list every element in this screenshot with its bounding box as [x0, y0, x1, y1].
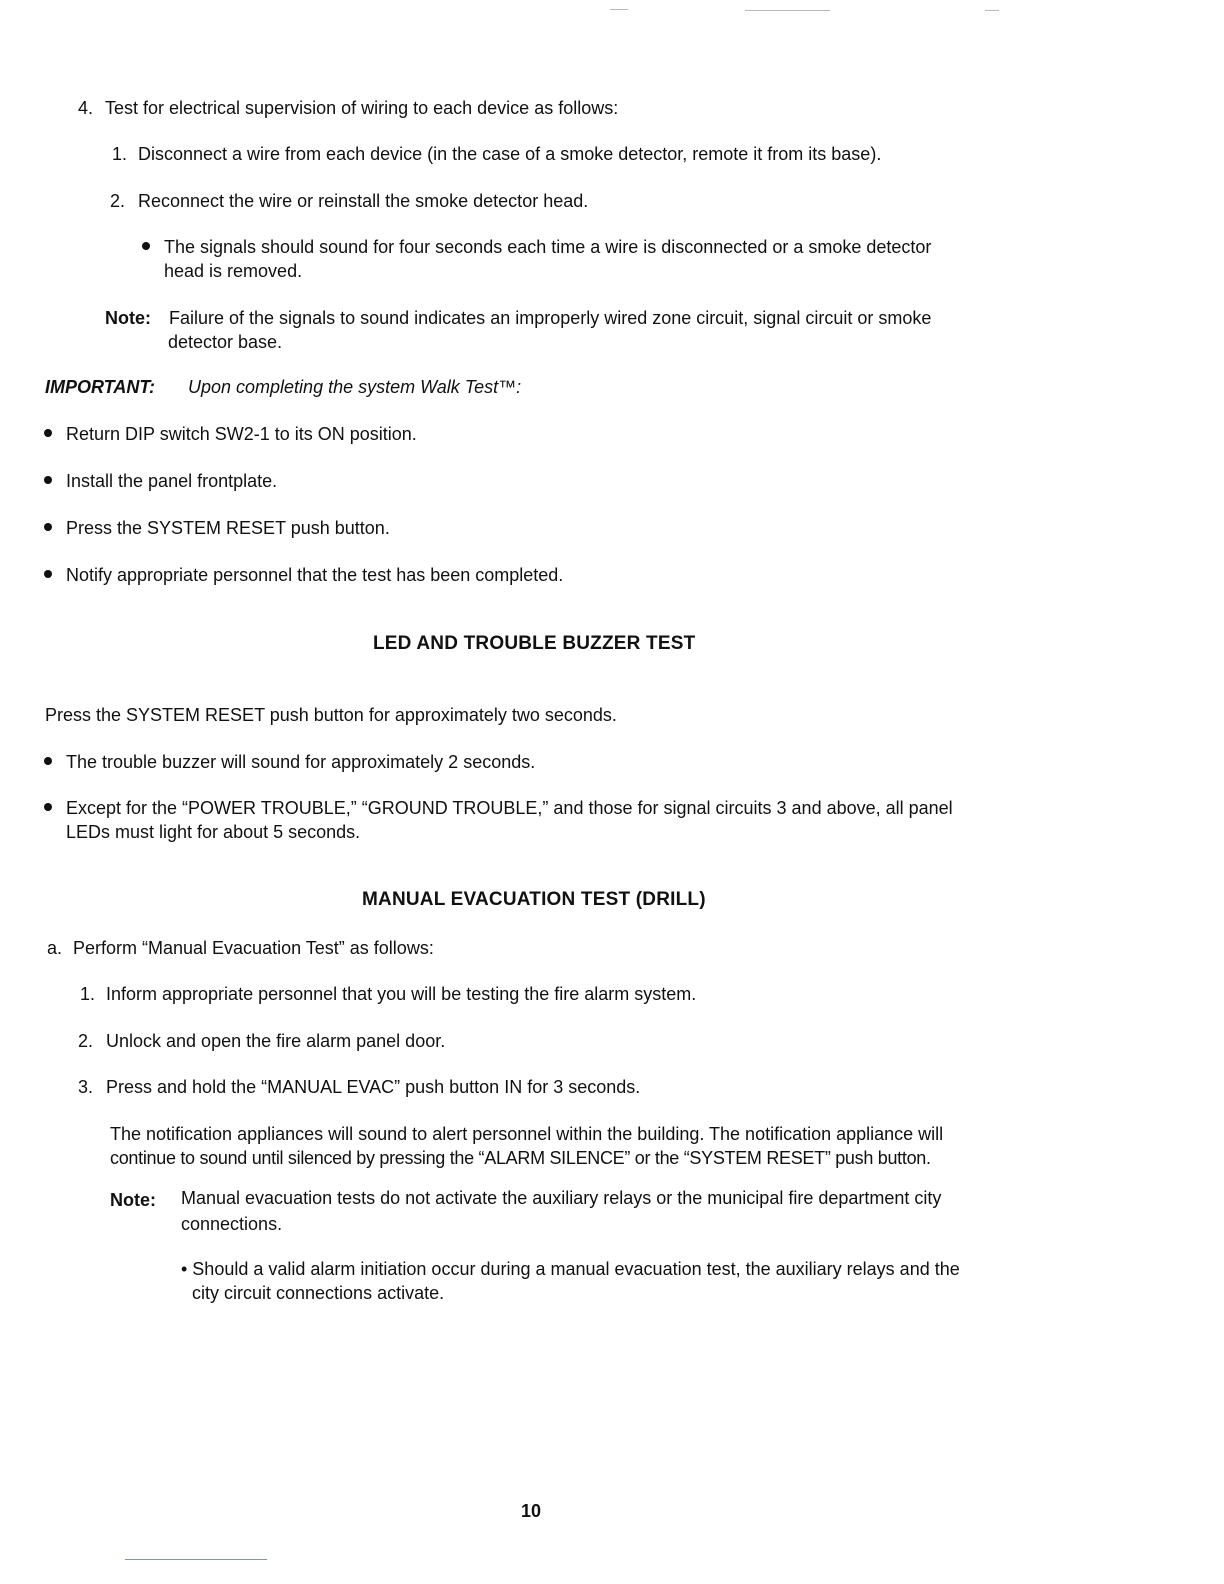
important-bullet-2: Install the panel frontplate. — [66, 471, 278, 491]
evac-sub-bullet-line-2: city circuit connections activate. — [192, 1283, 445, 1303]
substep-1-text: Disconnect a wire from each device (in the case of a smoke detector, remote it from its base). — [138, 144, 882, 164]
important-text: Upon completing the system Walk Test™: — [188, 377, 522, 397]
evac-sub-bullet-line-1: • Should a valid alarm initiation occur during a manual evacuation test, the auxiliary relays and the — [181, 1259, 960, 1279]
step-a-text: Perform “Manual Evacuation Test” as follows: — [73, 938, 434, 958]
important-bullet-3: Press the SYSTEM RESET push button. — [66, 518, 390, 538]
evac-note-line-2: connections. — [181, 1214, 283, 1234]
evac-step-2-number: 2. — [78, 1031, 94, 1051]
step-4-number: 4. — [78, 98, 94, 118]
evac-step-1-number: 1. — [80, 984, 96, 1004]
step-a-label: a. — [47, 938, 63, 958]
note-line-1: Failure of the signals to sound indicates an improperly wired zone circuit, signal circuit or smoke — [169, 308, 932, 328]
bullet-dot — [44, 476, 52, 484]
note-line-2: detector base. — [168, 332, 283, 352]
bullet-dot — [44, 429, 52, 437]
substep-2-text: Reconnect the wire or reinstall the smoke detector head. — [138, 191, 589, 211]
signal-bullet-line-2: head is removed. — [164, 261, 303, 281]
evac-step-1-text: Inform appropriate personnel that you will be testing the fire alarm system. — [106, 984, 697, 1004]
led-test-bullet-2-line-2: LEDs must light for about 5 seconds. — [66, 822, 361, 842]
bullet-dot — [142, 242, 150, 250]
evac-step-2-text: Unlock and open the fire alarm panel door. — [106, 1031, 446, 1051]
scan-artifact-top — [985, 10, 999, 11]
signal-bullet-line-1: The signals should sound for four seconds each time a wire is disconnected or a smoke detector — [164, 237, 932, 257]
led-test-bullet-1: The trouble buzzer will sound for approximately 2 seconds. — [66, 752, 536, 772]
scan-artifact-top — [610, 9, 628, 10]
note-label: Note: — [105, 308, 151, 328]
evac-step-3-text: Press and hold the “MANUAL EVAC” push button IN for 3 seconds. — [106, 1077, 641, 1097]
important-bullet-4: Notify appropriate personnel that the test has been completed. — [66, 565, 564, 585]
evac-note-label: Note: — [110, 1190, 156, 1210]
evac-note-line-1: Manual evacuation tests do not activate the auxiliary relays or the municipal fire department city — [181, 1188, 942, 1208]
evac-paragraph-line-1: The notification appliances will sound to alert personnel within the building. The notification appliance will — [110, 1124, 944, 1144]
evac-step-3-number: 3. — [78, 1077, 94, 1097]
evac-paragraph-line-2: continue to sound until silenced by pressing the “ALARM SILENCE” or the “SYSTEM RESET” push button. — [110, 1148, 931, 1168]
led-test-heading: LED AND TROUBLE BUZZER TEST — [373, 633, 696, 654]
substep-1-number: 1. — [112, 144, 128, 164]
bullet-dot — [44, 803, 52, 811]
bullet-dot — [44, 523, 52, 531]
manual-evac-heading: MANUAL EVACUATION TEST (DRILL) — [362, 889, 706, 910]
bullet-dot — [44, 570, 52, 578]
led-test-intro: Press the SYSTEM RESET push button for approximately two seconds. — [45, 705, 617, 725]
scan-artifact-bottom — [125, 1559, 267, 1560]
important-label: IMPORTANT: — [45, 377, 155, 397]
bullet-dot — [44, 757, 52, 765]
important-bullet-1: Return DIP switch SW2-1 to its ON position. — [66, 424, 417, 444]
step-4-text: Test for electrical supervision of wiring to each device as follows: — [105, 98, 619, 118]
led-test-bullet-2-line-1: Except for the “POWER TROUBLE,” “GROUND TROUBLE,” and those for signal circuits 3 and above, all panel — [66, 798, 953, 818]
page-number: 10 — [521, 1501, 542, 1521]
substep-2-number: 2. — [110, 191, 126, 211]
scan-artifact-top — [745, 10, 830, 11]
